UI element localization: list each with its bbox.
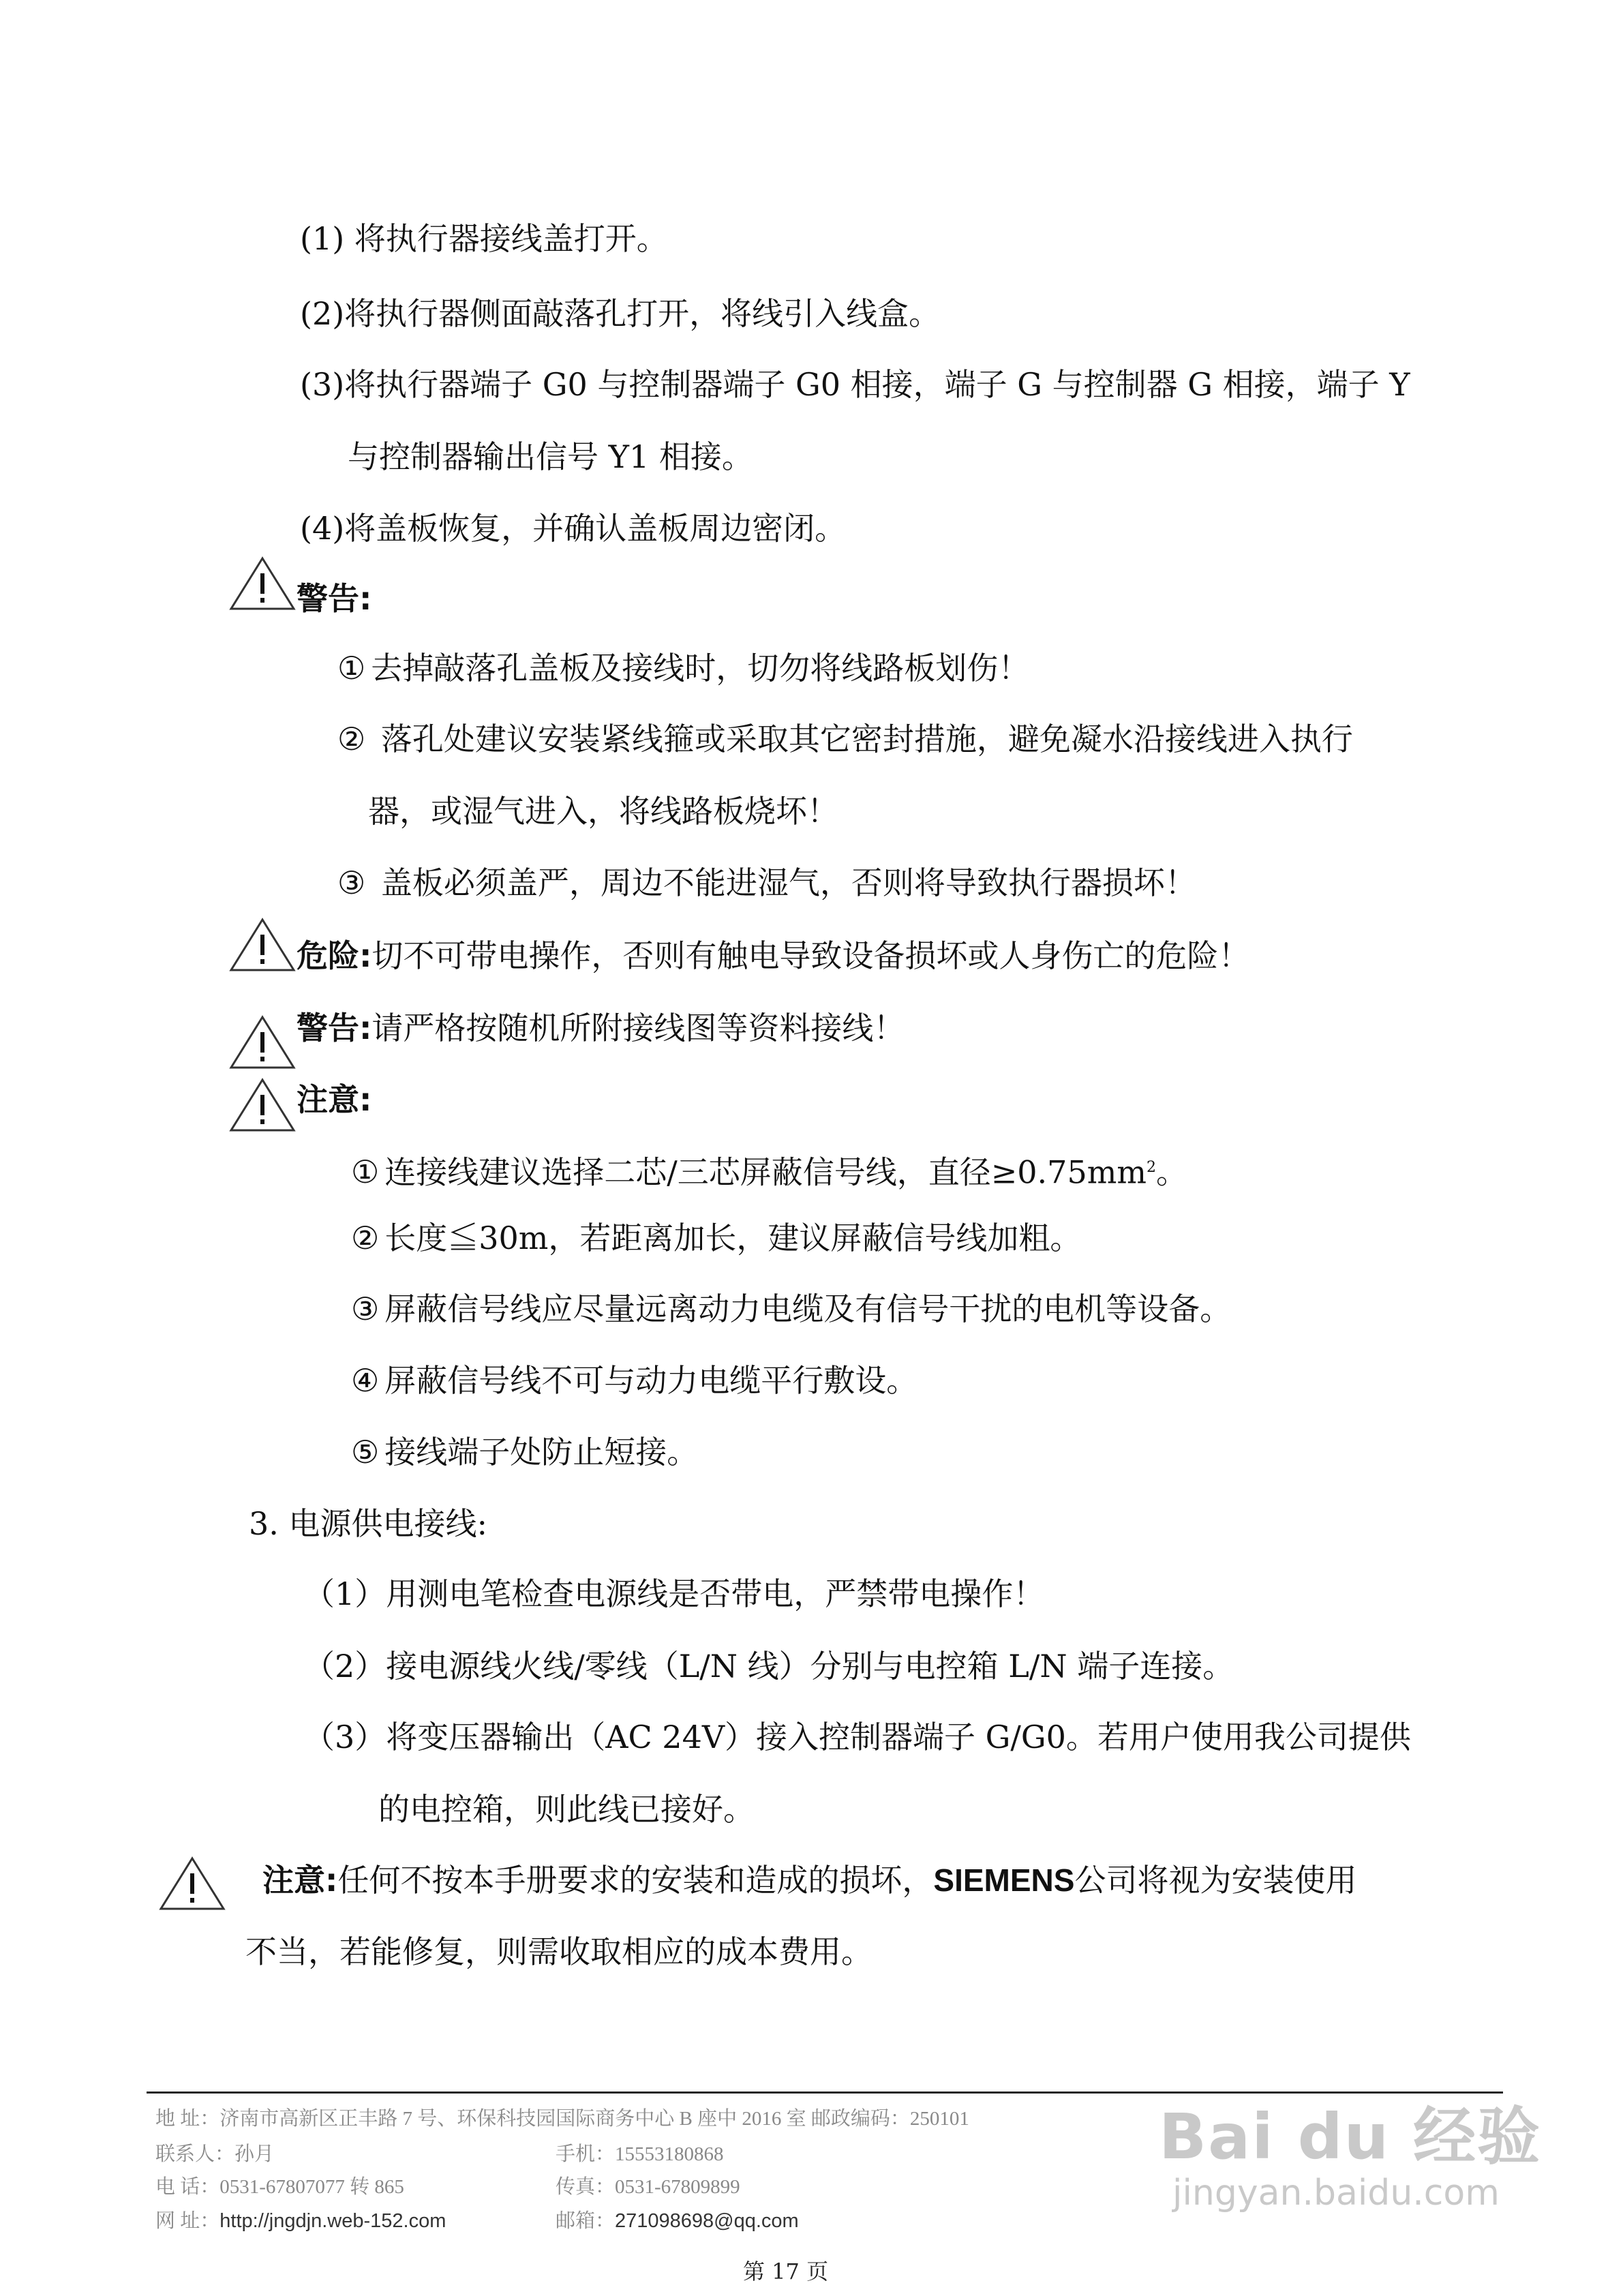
footer-email [556,2209,799,2233]
item-text: 落孔处建议安装紧线箍或采取其它密封措施，避免凝水沿接线进入执行 [380,721,1353,757]
note2-triangle-icon [158,1856,226,1912]
note2-text-b: 公司将视为安装使用 [1074,1862,1357,1899]
footer-contact: 联系人：孙月 [155,2143,275,2165]
note2-text-a: 任何不按本手册要求的安装和造成的损坏， [337,1862,934,1899]
warning-item-1 [337,648,1029,689]
item-number: ② [351,1220,380,1256]
warning-item-2-cont: 器，或湿气进入，将线路板烧坏！ [368,793,838,830]
item-text: 屏蔽信号线应尽量远离动力电缆及有信号干扰的电机等设备。 [384,1290,1232,1327]
warning-triangle-icon [228,556,297,611]
item-text: 接线端子处防止短接。 [384,1434,699,1470]
item-number: ③ [337,864,366,901]
footer-web-link[interactable]: http://jngdjn.web-152.com [219,2210,446,2232]
footer-fax: 传真：0531-67809899 [556,2176,740,2198]
item-end: 。 [1155,1153,1187,1191]
step-3-cont: 与控制器输出信号 Y1 相接。 [348,438,753,475]
warning2-line [297,1008,905,1048]
warning-label: 警告: [297,580,372,617]
item-number: ② [337,721,366,757]
page-number: 第 17 页 [743,2259,829,2284]
danger-triangle-icon [228,917,297,973]
note2-line [262,1860,1356,1901]
note-item-3 [351,1288,1231,1329]
watermark-logo: Bai du 经验 [1159,2100,1542,2173]
note-triangle-icon [228,1077,297,1133]
note2-label: 注意: [262,1862,338,1899]
watermark-url: jingyan.baidu.com [1172,2173,1500,2214]
note-item-4 [351,1360,917,1401]
warning-item-2 [337,719,1353,759]
superscript: 2 [1146,1159,1156,1176]
footer-address: 地 址：济南市高新区正丰路 7 号、环保科技园国际商务中心 B 座中 2016 室 邮政编码：250101 [155,2108,969,2130]
item-number: ⑤ [351,1434,380,1470]
section-3-title: 3. 电源供电接线: [249,1505,488,1542]
warning2-text: 请严格按随机所附接线图等资料接线！ [371,1010,905,1046]
note-item-2 [351,1218,1081,1258]
footer-divider [147,2091,1503,2094]
note2-line-2: 不当，若能修复，则需收取相应的成本费用。 [245,1933,873,1970]
footer-phone: 电 话：0531-67807077 转 865 [155,2176,404,2198]
note-item-5 [351,1432,698,1472]
footer-web [155,2209,446,2233]
section-3-item-2: （2）接电源线火线/零线（L/N 线）分别与电控箱 L/N 端子连接。 [303,1648,1234,1685]
item-text: 盖板必须盖严，周边不能进湿气，否则将导致执行器损坏！ [380,864,1196,901]
baidu-watermark [1159,2100,1542,2215]
item-text: 屏蔽信号线不可与动力电缆平行敷设。 [384,1362,918,1399]
section-3-item-3: （3）将变压器输出（AC 24V）接入控制器端子 G/G0。若用户使用我公司提供 [303,1719,1411,1755]
step-3: (3)将执行器端子 G0 与控制器端子 G0 相接，端子 G 与控制器 G 相接，端子 Y [300,366,1410,403]
danger-text: 切不可带电操作，否则有触电导致设备损坏或人身伤亡的危险！ [371,937,1250,974]
item-number: ④ [351,1362,380,1399]
step-1: (1) 将执行器接线盖打开。 [300,220,668,257]
item-text: 长度≦30m，若距离加长，建议屏蔽信号线加粗。 [384,1220,1082,1256]
footer-web-label: 网 址： [155,2210,220,2232]
footer-mobile: 手机：15553180868 [556,2143,724,2165]
item-number: ① [337,650,366,686]
item-text: 去掉敲落孔盖板及接线时，切勿将线路板划伤！ [371,650,1030,686]
danger-line [297,935,1249,976]
item-number: ① [351,1153,380,1191]
warning2-label: 警告: [297,1010,372,1046]
footer-email-link[interactable]: 271098698@qq.com [615,2210,799,2232]
warning-item-3 [337,862,1196,903]
section-3-item-3-cont: 的电控箱，则此线已接好。 [378,1791,755,1828]
item-text: 连接线建议选择二芯/三芯屏蔽信号线，直径≥0.75mm [384,1153,1147,1191]
footer-email-label: 邮箱： [556,2210,616,2232]
step-4: (4)将盖板恢复，并确认盖板周边密闭。 [300,510,847,547]
brand-name: SIEMENS [933,1862,1075,1898]
section-3-item-1: （1）用测电笔检查电源线是否带电，严禁带电操作！ [303,1575,1045,1612]
item-number: ③ [351,1290,380,1327]
danger-label: 危险: [297,937,372,974]
note-label: 注意: [297,1081,372,1118]
note-item-1 [351,1147,1187,1192]
step-2: (2)将执行器侧面敲落孔打开，将线引入线盒。 [300,295,941,332]
warning2-triangle-icon [228,1014,297,1070]
